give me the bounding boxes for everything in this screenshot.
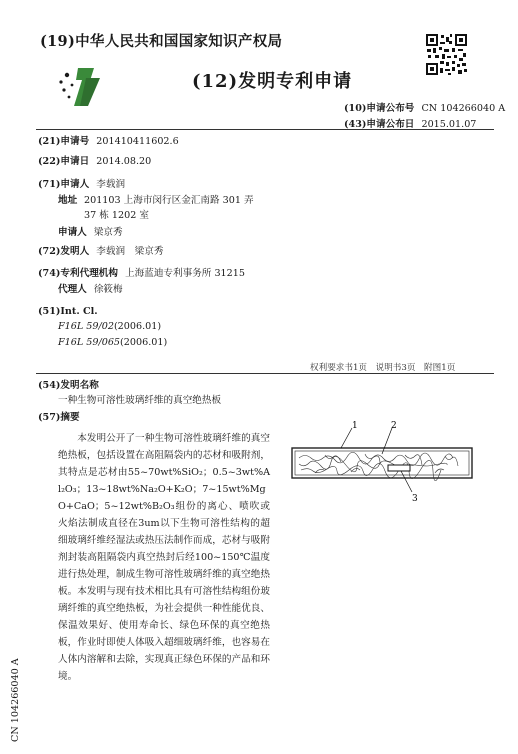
title-label [38,379,99,392]
header-rule [36,129,494,130]
address [58,194,77,207]
ipc-heading [38,305,98,318]
ipc-entry [58,336,167,349]
ipc-code: F16L 59/02 [58,321,114,332]
applicant-label: (71)申请人 [38,179,90,190]
ipc-year: (2006.01) [113,321,162,332]
pub-date-label: (43)申请公布日 [344,119,415,130]
ipc-code: F16L 59/065 [58,337,121,348]
figure-label-1: 1 [352,421,358,431]
abstract-label-text: (57)摘要 [38,412,80,423]
address-line-2: 37 栋 1202 室 [84,210,149,221]
ipc-entry [58,320,161,333]
agent-value: 徐筱梅 [93,284,123,295]
co-applicant-label: 申请人 [58,227,87,238]
address-line-1: 201103 上海市闵行区金汇南路 301 弄 [84,195,254,206]
co-applicant-value: 梁京秀 [93,227,123,238]
agent [58,283,123,296]
app-no-label: (21)申请号 [38,136,90,147]
filing-date-label: (22)申请日 [38,156,90,167]
abstract-figure [285,418,485,518]
abstract-label [38,411,80,424]
address-label: 地址 [58,195,78,206]
section-rule [36,373,494,374]
application-number [38,135,179,148]
inventors [38,245,163,258]
publication-number [344,100,505,114]
pub-no-label: (10)申请公布号 [344,103,415,114]
agent-label: 代理人 [58,284,87,295]
pub-no-value: CN 104266040 A [421,103,506,114]
co-applicant [58,226,123,239]
publication-date [344,116,476,130]
invention-title: 一种生物可溶性玻璃纤维的真空绝热板 [58,395,222,406]
ipc-year: (2006.01) [120,337,168,348]
app-no-value: 201410411602.6 [96,136,179,147]
ipc-label: (51)Int. Cl. [38,306,98,317]
filing-date-value: 2014.08.20 [96,156,152,167]
qr-code [425,33,468,76]
applicant [38,178,125,191]
page-count-info: 权利要求书1页 说明书3页 附图1页 [310,363,456,373]
pub-date-value: 2015.01.07 [421,119,477,130]
inventors-value: 李载润 梁京秀 [96,246,164,257]
document-type: (12)发明专利申请 [192,71,353,92]
cnipa-logo [56,62,104,110]
agency-label: (74)专利代理机构 [38,268,118,279]
side-publication-number: CN 104266040 A [10,658,21,742]
applicant-value: 李载润 [96,179,126,190]
abstract-text: 本发明公开了一种生物可溶性玻璃纤维的真空绝热板，包括设置在高阻隔袋内的芯材和吸附剂，其特点是芯材由55~70wt%SiO₂；0.5~3wt%Al₂O₃；13~18wt%Na₂O+K₂O；7~15wt%MgO+CaO；5~12wt%B₂O₃组份的离心、喷吹或火焰法制成直径在3um以下生物可溶性结构的超细玻璃纤维经湿法或热压法制作而成，芯材与吸附剂封装高阻隔袋内真空热封后经100~150℃温度进行热处理，制成生物可溶性玻璃纤维的真空绝热板。本发明与现有技术相比具有可溶性结构组份玻璃纤维的真空绝热板，为社会提供一种性能优良、保温效果好、使用寿命长、绿色环保的真空绝热板，作业时即使人体吸入超细玻璃纤维，也容易在人体内溶解和去除，实现真正绿色环保的产品和环境。 [58,433,270,682]
inventors-label: (72)发明人 [38,246,90,257]
title-label-text: (54)发明名称 [38,380,99,391]
filing-date [38,155,151,168]
figure-label-3: 3 [412,494,418,504]
figure-label-2: 2 [391,421,397,431]
patent-agency [38,267,245,280]
issuing-office: (19)中华人民共和国国家知识产权局 [40,33,283,50]
agency-value: 上海蓝迪专利事务所 31215 [125,268,245,279]
